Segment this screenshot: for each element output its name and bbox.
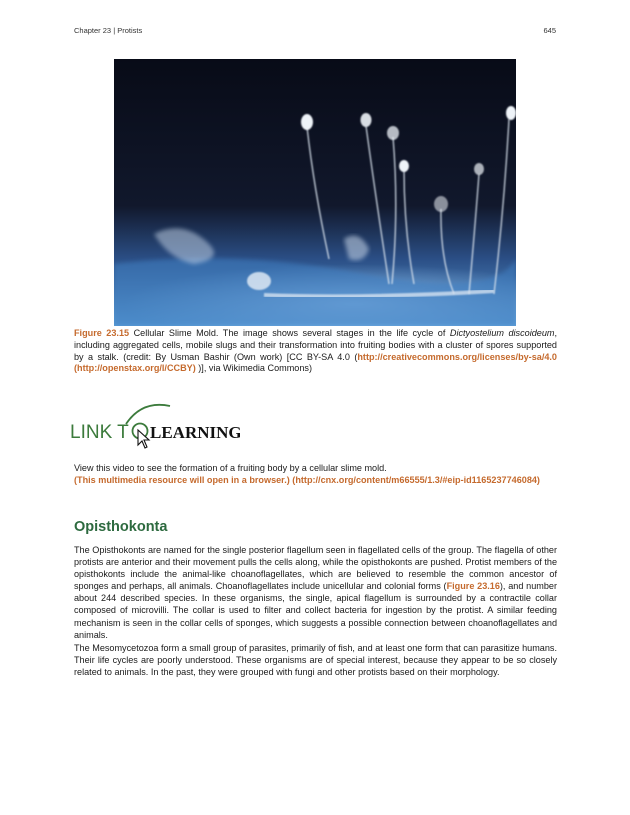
link-to-learning-logo [70, 400, 240, 458]
figure-caption [74, 328, 557, 375]
caption-text-2: , including aggregated cells, mobile slugs and their transformation into fruiting bodies with a cluster of spores supported by a stalk. (credit: By Usman Bashir (Own work) [CC BY-SA 4.0 ( [74, 328, 558, 362]
multimedia-link[interactable]: (This multimedia resource will open in a browser.) (http://cnx.org/content/m66555/1.3/#eip-id1165237746084) [74, 474, 540, 485]
video-description: View this video to see the formation of a fruiting body by a cellular slime mold. [74, 463, 387, 473]
paragraph-mesomycetozoa: The Mesomycetozoa form a small group of parasites, primarily of fish, and at least one form that can parasitize humans. Their life cycles are poorly understood. These organisms are of special interest, because they appear to be so closely related to animals. In the past, they were grouped with fungi and other protists based on their morphology. [74, 643, 557, 678]
caption-end: )], via Wikimedia Commons) [195, 363, 312, 374]
section-heading: Opisthokonta [74, 519, 168, 535]
paragraph-opisthokonts [74, 544, 557, 641]
paragraph-text: The Opisthokonts are named for the single posterior flagellum seen in flagellated cells of the group. The flagella of other protists are anterior and their movement pulls the cells along, while the opisthokonts are pushed. Protist members of the opisthokonts include the animal-like choanoflagellates, which are believed to resemble the common ancestor of sponges and perhaps, all animals. Choanoflagellates include unicellular and colonial forms ( [74, 545, 557, 592]
page-number: 645 [543, 26, 556, 35]
logo-learning-text: LEARNING [150, 423, 240, 442]
link-to-learning-text [74, 463, 557, 487]
license-link[interactable]: http://creativecommons.org/licenses/by-sa/4.0 [357, 351, 557, 362]
logo-link-text: LINK T [70, 422, 129, 443]
species-name: Dictyostelium discoideum [449, 328, 555, 338]
paragraph-text-2: ), and number about 244 described species. In these organisms, the single, apical flagellum is surrounded by a contractile collar composed of microvilli. The collar is used to filter and collect bacteria for ingestion by the protist. A similar feeding mechanism is seen in the collar cells of sponges, which suggests a possible connection between choanoflagellates and animals. [74, 581, 557, 640]
slime-mold-photo [114, 59, 516, 326]
caption-text: Cellular Slime Mold. The image shows several stages in the life cycle of [129, 328, 450, 338]
openstax-link[interactable]: (http://openstax.org/l/CCBY) [74, 363, 196, 374]
figure-label: Figure 23.15 [74, 328, 130, 338]
figure-reference-link[interactable]: Figure 23.16 [446, 581, 500, 592]
running-header-chapter: Chapter 23 | Protists [74, 26, 143, 35]
